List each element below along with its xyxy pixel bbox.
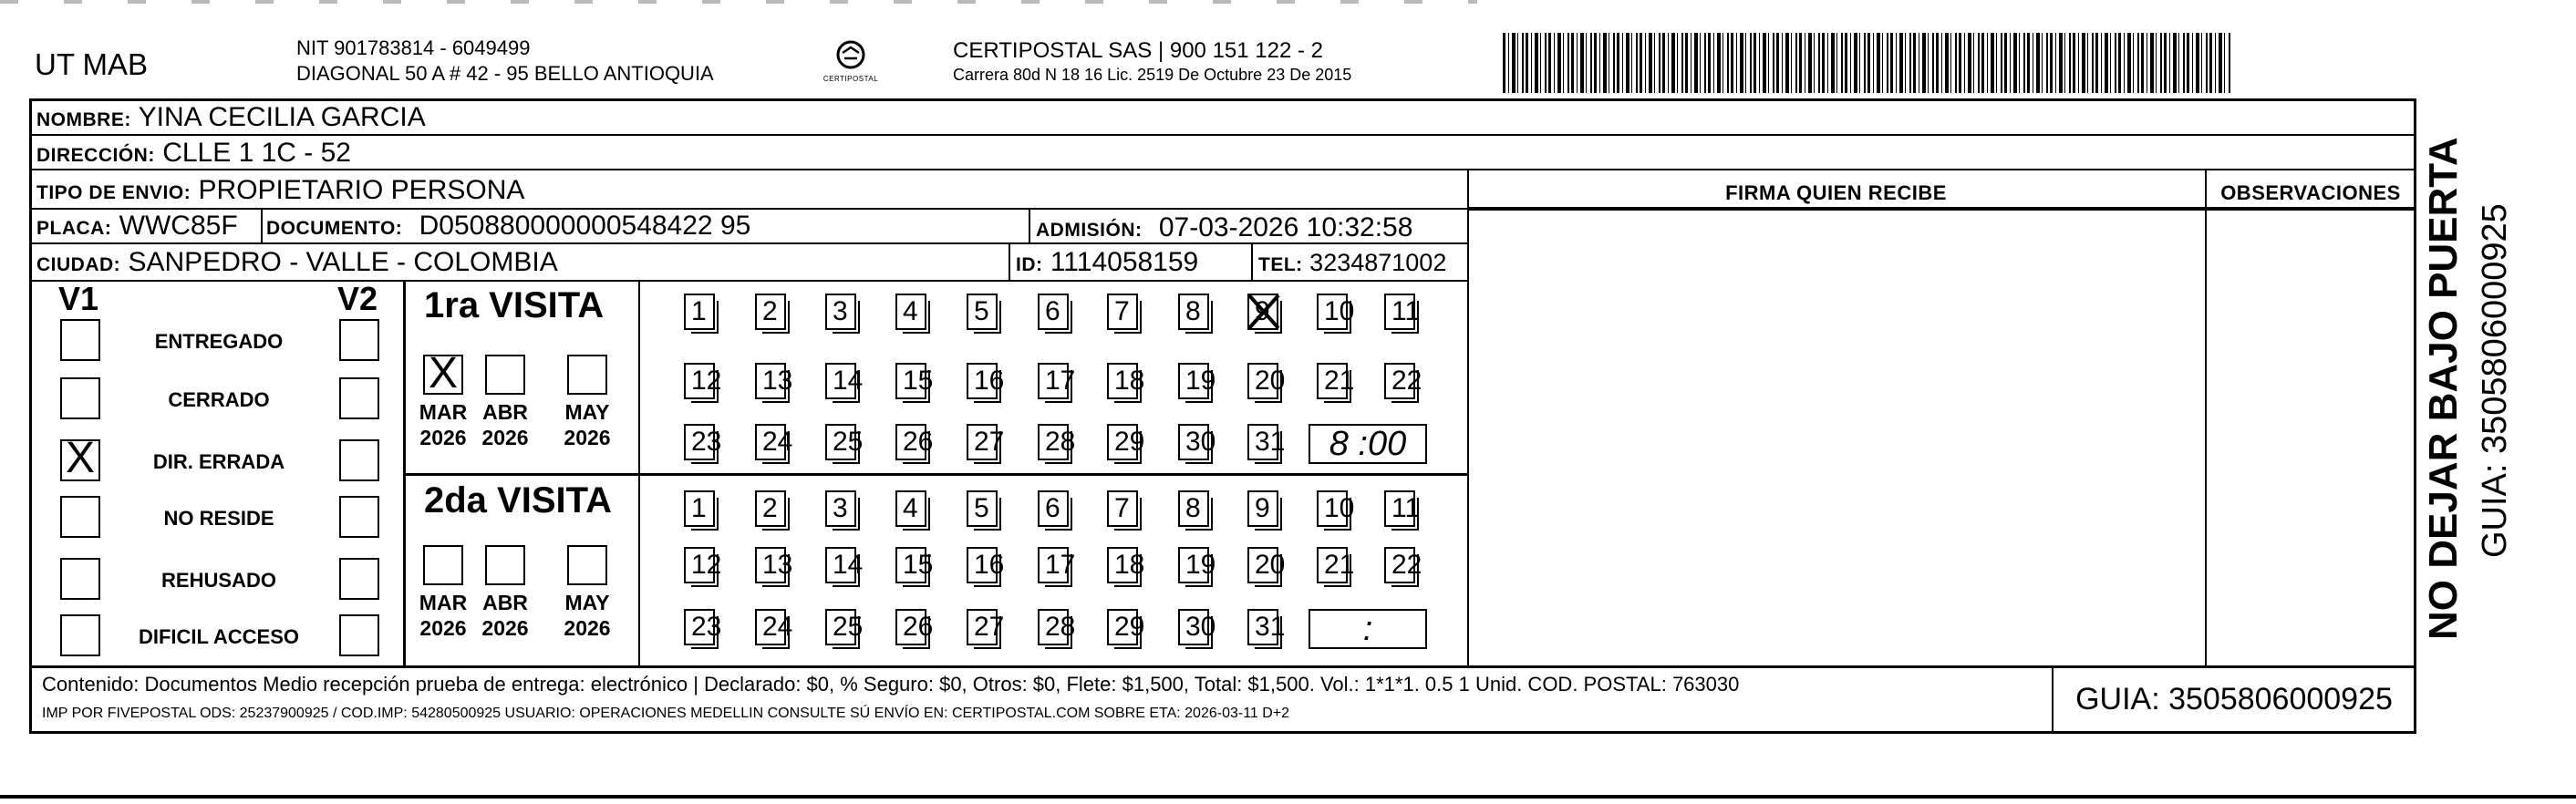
placa-row bbox=[36, 212, 238, 240]
month-checkbox[interactable] bbox=[567, 355, 607, 395]
day-number: 16 bbox=[974, 366, 1005, 396]
side-warning: NO DEJAR BAJO PUERTA bbox=[2421, 137, 2466, 640]
col-line bbox=[261, 208, 263, 244]
day-number: 4 bbox=[903, 493, 918, 523]
ciudad-label: CIUDAD: bbox=[36, 254, 121, 275]
ciudad-value: SANPEDRO - VALLE - COLOMBIA bbox=[128, 247, 558, 277]
day-number: 26 bbox=[903, 612, 934, 642]
day-number: 15 bbox=[903, 550, 934, 580]
day-number: 15 bbox=[903, 366, 934, 396]
day-cell[interactable] bbox=[755, 424, 793, 460]
top-edge-marks bbox=[0, 0, 1477, 4]
day-cell[interactable] bbox=[1247, 424, 1286, 460]
day-cell[interactable] bbox=[895, 609, 934, 645]
v1-checkbox[interactable] bbox=[60, 434, 100, 482]
day-number: 30 bbox=[1185, 427, 1216, 457]
day-cross-mark bbox=[1246, 292, 1282, 332]
footer-contenido: Contenido: Documentos Medio recepción prueba de entrega: electrónico | Declarado: $0, % Seguro: $0, Otros: $0, Flete: $1,500, Total: $1,500. Vol.: 1*1*1. 0.5 1 Unid. COD. POSTAL: 763030 bbox=[42, 673, 1740, 696]
tel-label: TEL: bbox=[1258, 254, 1303, 275]
v1-check-mark: X bbox=[65, 434, 95, 482]
day-number: 7 bbox=[1114, 493, 1130, 523]
day-cell[interactable] bbox=[825, 424, 864, 460]
day-number: 8 bbox=[1185, 493, 1201, 523]
admision-row bbox=[1036, 214, 1412, 242]
day-cell[interactable] bbox=[684, 424, 722, 460]
day-number: 16 bbox=[974, 550, 1005, 580]
day-number: 27 bbox=[974, 427, 1005, 457]
month-checkbox[interactable] bbox=[567, 545, 607, 585]
day-cell[interactable] bbox=[967, 547, 1005, 583]
month-checkbox[interactable] bbox=[423, 545, 463, 585]
day-cell[interactable] bbox=[684, 547, 722, 583]
day-cell[interactable] bbox=[967, 424, 1005, 460]
visit1-title: 1ra VISITA bbox=[424, 285, 605, 325]
tipo-value: PROPIETARIO PERSONA bbox=[198, 175, 525, 205]
col-line bbox=[1467, 170, 1469, 667]
id-label: ID: bbox=[1016, 254, 1043, 275]
day-number: 28 bbox=[1045, 427, 1076, 457]
status-label: ENTREGADO bbox=[154, 330, 284, 353]
day-cell[interactable] bbox=[1247, 294, 1278, 330]
day-cell[interactable] bbox=[1247, 490, 1278, 527]
day-number: 5 bbox=[974, 296, 989, 326]
nombre-label: NOMBRE: bbox=[36, 109, 131, 130]
day-cell[interactable] bbox=[684, 609, 722, 645]
day-cell[interactable] bbox=[1038, 363, 1076, 399]
v1-checkbox[interactable] bbox=[60, 496, 100, 538]
day-cell[interactable] bbox=[825, 363, 864, 399]
day-cell[interactable] bbox=[825, 609, 864, 645]
day-number: 11 bbox=[1391, 296, 1421, 326]
admision-value: 07-03-2026 10:32:58 bbox=[1158, 212, 1413, 242]
col-line bbox=[1029, 210, 1030, 242]
day-cell[interactable] bbox=[1384, 363, 1422, 399]
month-year: 2026 bbox=[564, 616, 611, 640]
day-cell[interactable] bbox=[1107, 609, 1145, 645]
company-name: UT MAB bbox=[35, 47, 149, 81]
day-cell[interactable] bbox=[895, 424, 934, 460]
v1-label: V1 bbox=[58, 280, 99, 317]
day-cell[interactable] bbox=[755, 490, 786, 527]
nombre-row bbox=[36, 104, 426, 131]
day-cell[interactable] bbox=[755, 363, 793, 399]
footer-top-line bbox=[29, 665, 2416, 668]
footer-guia: GUIA: 3505806000925 bbox=[2075, 682, 2393, 716]
day-number: 29 bbox=[1114, 612, 1145, 642]
day-number: 24 bbox=[762, 612, 793, 642]
day-number: 17 bbox=[1045, 366, 1076, 396]
day-number: 28 bbox=[1045, 612, 1076, 642]
day-number: 10 bbox=[1324, 493, 1355, 523]
nombre-value: YINA CECILIA GARCIA bbox=[138, 102, 426, 132]
day-cell[interactable] bbox=[1178, 609, 1216, 645]
month-check-mark: X bbox=[428, 349, 458, 397]
day-number: 23 bbox=[691, 427, 722, 457]
day-cell[interactable] bbox=[684, 294, 715, 330]
status-label: DIFICIL ACCESO bbox=[138, 625, 299, 648]
v2-checkbox[interactable] bbox=[339, 377, 379, 419]
day-cell[interactable] bbox=[967, 363, 1005, 399]
day-number: 2 bbox=[762, 493, 778, 523]
v2-checkbox[interactable] bbox=[339, 496, 379, 538]
barcode bbox=[1503, 33, 2230, 93]
col-line bbox=[1009, 244, 1010, 281]
day-number: 9 bbox=[1255, 296, 1270, 326]
day-cell[interactable] bbox=[1038, 547, 1076, 583]
direccion-value: CLLE 1 1C - 52 bbox=[162, 138, 351, 168]
v2-checkbox[interactable] bbox=[339, 558, 379, 600]
day-number: 1 bbox=[691, 296, 707, 326]
documento-row bbox=[266, 212, 750, 240]
day-number: 18 bbox=[1114, 550, 1145, 580]
day-number: 9 bbox=[1255, 493, 1270, 523]
time-box[interactable]: 8 :00 bbox=[1309, 424, 1427, 464]
carrier-license: Carrera 80d N 18 16 Lic. 2519 De Octubre 23 De 2015 bbox=[953, 66, 1352, 84]
row-line bbox=[29, 134, 2416, 136]
month-year: 2026 bbox=[419, 426, 467, 449]
day-cell[interactable] bbox=[895, 294, 926, 330]
day-number: 14 bbox=[833, 366, 864, 396]
day-number: 24 bbox=[762, 427, 793, 457]
day-cell[interactable] bbox=[684, 363, 722, 399]
row-line bbox=[1467, 209, 2416, 211]
documento-value: D050880000000548422 95 bbox=[419, 211, 751, 241]
day-number: 5 bbox=[974, 493, 989, 523]
day-cell[interactable] bbox=[1038, 294, 1069, 330]
day-number: 31 bbox=[1255, 427, 1286, 457]
tel-row bbox=[1258, 251, 1446, 275]
day-number: 22 bbox=[1391, 366, 1422, 396]
day-number: 26 bbox=[903, 427, 934, 457]
day-number: 8 bbox=[1185, 296, 1201, 326]
day-cell[interactable] bbox=[1038, 490, 1069, 527]
month-year: 2026 bbox=[481, 616, 529, 640]
day-cell[interactable] bbox=[1038, 424, 1076, 460]
month-label: ABR bbox=[482, 400, 528, 424]
ciudad-row bbox=[36, 249, 558, 276]
month-year: 2026 bbox=[564, 426, 611, 449]
v2-label: V2 bbox=[337, 280, 378, 317]
day-cell[interactable] bbox=[755, 547, 793, 583]
day-number: 31 bbox=[1255, 612, 1286, 642]
tipo-label: TIPO DE ENVIO: bbox=[36, 182, 191, 203]
day-cell[interactable] bbox=[967, 490, 998, 527]
day-number: 19 bbox=[1185, 366, 1216, 396]
placa-label: PLACA: bbox=[36, 218, 112, 239]
day-number: 29 bbox=[1114, 427, 1145, 457]
day-cell[interactable] bbox=[1247, 363, 1286, 399]
v2-checkbox[interactable] bbox=[339, 319, 379, 361]
day-cell[interactable] bbox=[1178, 547, 1216, 583]
month-label: MAY bbox=[564, 400, 610, 424]
day-number: 7 bbox=[1114, 296, 1130, 326]
day-cell[interactable] bbox=[895, 547, 934, 583]
visit2-title: 2da VISITA bbox=[424, 480, 612, 521]
day-number: 20 bbox=[1255, 550, 1286, 580]
day-number: 21 bbox=[1324, 550, 1355, 580]
day-number: 6 bbox=[1045, 493, 1060, 523]
month-year: 2026 bbox=[419, 616, 467, 640]
day-cell[interactable] bbox=[1178, 294, 1209, 330]
day-cell[interactable] bbox=[825, 294, 856, 330]
placa-value: WWC85F bbox=[119, 211, 238, 241]
day-cell[interactable] bbox=[1178, 424, 1216, 460]
v2-checkbox[interactable] bbox=[339, 614, 379, 656]
day-number: 12 bbox=[691, 550, 722, 580]
v2-checkbox[interactable] bbox=[339, 439, 379, 481]
day-number: 1 bbox=[691, 493, 707, 523]
month-label: MAR bbox=[419, 400, 468, 424]
day-cell[interactable] bbox=[1384, 490, 1421, 527]
col-line bbox=[2205, 170, 2207, 667]
day-cell[interactable] bbox=[967, 294, 998, 330]
day-number: 13 bbox=[762, 550, 793, 580]
day-cell[interactable] bbox=[825, 547, 864, 583]
day-cell[interactable] bbox=[1384, 547, 1422, 583]
day-cell[interactable] bbox=[755, 609, 793, 645]
day-number: 21 bbox=[1324, 366, 1355, 396]
status-label: CERRADO bbox=[168, 388, 270, 411]
status-label: DIR. ERRADA bbox=[152, 450, 285, 473]
day-cell[interactable] bbox=[1107, 363, 1145, 399]
day-cell[interactable] bbox=[825, 490, 856, 527]
day-cell[interactable] bbox=[1178, 363, 1216, 399]
day-number: 20 bbox=[1255, 366, 1286, 396]
certipostal-logo bbox=[819, 36, 883, 89]
day-number: 10 bbox=[1324, 296, 1355, 326]
v1-checkbox[interactable] bbox=[60, 377, 100, 419]
day-number: 18 bbox=[1114, 366, 1145, 396]
row-line bbox=[29, 169, 2416, 170]
side-guia: GUIA: 3505806000925 bbox=[2476, 203, 2514, 558]
month-label: MAY bbox=[564, 591, 610, 614]
day-cell[interactable] bbox=[1317, 547, 1355, 583]
day-cell[interactable] bbox=[895, 490, 926, 527]
carrier-name: CERTIPOSTAL SAS | 900 151 122 - 2 bbox=[953, 38, 1323, 63]
day-number: 3 bbox=[833, 493, 848, 523]
v1-checkbox[interactable] bbox=[60, 558, 100, 600]
day-number: 23 bbox=[691, 612, 722, 642]
day-number: 30 bbox=[1185, 612, 1216, 642]
day-cell[interactable] bbox=[1038, 609, 1076, 645]
certipostal-logo-text: CERTIPOSTAL bbox=[822, 75, 879, 83]
day-number: 14 bbox=[833, 550, 864, 580]
month-checkbox[interactable] bbox=[485, 355, 525, 395]
day-cell[interactable] bbox=[1247, 609, 1286, 645]
day-cell[interactable] bbox=[1107, 294, 1138, 330]
admision-label: ADMISIÓN: bbox=[1036, 220, 1143, 241]
tipo-row bbox=[36, 177, 524, 204]
month-label: MAR bbox=[419, 591, 468, 614]
company-address: DIAGONAL 50 A # 42 - 95 BELLO ANTIOQUIA bbox=[296, 62, 714, 85]
day-cell[interactable] bbox=[1178, 490, 1209, 527]
day-number: 12 bbox=[691, 366, 722, 396]
documento-label: DOCUMENTO: bbox=[266, 218, 403, 239]
id-row bbox=[1016, 249, 1198, 276]
day-cell[interactable] bbox=[967, 609, 1005, 645]
tel-value: 3234871002 bbox=[1309, 249, 1447, 276]
company-nit: NIT 901783814 - 6049499 bbox=[296, 36, 531, 59]
direccion-row bbox=[36, 139, 351, 167]
v1-checkbox[interactable] bbox=[60, 614, 100, 656]
footer-imp: IMP POR FIVEPOSTAL ODS: 25237900925 / COD.IMP: 54280500925 USUARIO: OPERACIONES MEDELLIN CONSULTE SÚ ENVÍO EN: CERTIPOSTAL.COM SOBRE ETA: 2026-03-11 D+2 bbox=[42, 706, 1290, 721]
id-value: 1114058159 bbox=[1050, 247, 1199, 277]
direccion-label: DIRECCIÓN: bbox=[36, 145, 155, 166]
bottom-rule bbox=[0, 795, 2576, 799]
day-number: 13 bbox=[762, 366, 793, 396]
status-label: NO RESIDE bbox=[163, 507, 274, 530]
day-cell[interactable] bbox=[1384, 294, 1421, 330]
day-number: 17 bbox=[1045, 550, 1076, 580]
day-number: 27 bbox=[974, 612, 1005, 642]
time-box[interactable]: : bbox=[1309, 609, 1427, 649]
day-number: 25 bbox=[833, 427, 864, 457]
day-cell[interactable] bbox=[895, 363, 934, 399]
row-line bbox=[29, 208, 1467, 210]
v1-checkbox[interactable] bbox=[60, 319, 100, 361]
month-year: 2026 bbox=[481, 426, 529, 449]
day-number: 2 bbox=[762, 296, 778, 326]
status-label: REHUSADO bbox=[161, 569, 276, 592]
visit-split-line bbox=[403, 473, 1468, 476]
day-cell[interactable] bbox=[1317, 294, 1355, 330]
day-cell[interactable] bbox=[1317, 490, 1355, 527]
day-number: 19 bbox=[1185, 550, 1216, 580]
day-number: 22 bbox=[1391, 550, 1422, 580]
day-cell[interactable] bbox=[1107, 547, 1145, 583]
day-number: 3 bbox=[833, 296, 848, 326]
day-cell[interactable] bbox=[1247, 547, 1286, 583]
day-number: 4 bbox=[903, 296, 918, 326]
day-number: 25 bbox=[833, 612, 864, 642]
day-cell[interactable] bbox=[1107, 490, 1138, 527]
day-number: 6 bbox=[1045, 296, 1060, 326]
day-cell[interactable] bbox=[1317, 363, 1355, 399]
observaciones-header: OBSERVACIONES bbox=[2220, 181, 2401, 204]
day-cell[interactable] bbox=[755, 294, 786, 330]
month-label: ABR bbox=[482, 591, 528, 614]
col-line bbox=[1251, 244, 1253, 281]
day-cell[interactable] bbox=[1107, 424, 1145, 460]
day-number: 11 bbox=[1391, 493, 1421, 523]
day-cell[interactable] bbox=[684, 490, 715, 527]
month-checkbox[interactable] bbox=[423, 349, 463, 397]
firma-header: FIRMA QUIEN RECIBE bbox=[1725, 181, 1947, 204]
month-checkbox[interactable] bbox=[485, 545, 525, 585]
